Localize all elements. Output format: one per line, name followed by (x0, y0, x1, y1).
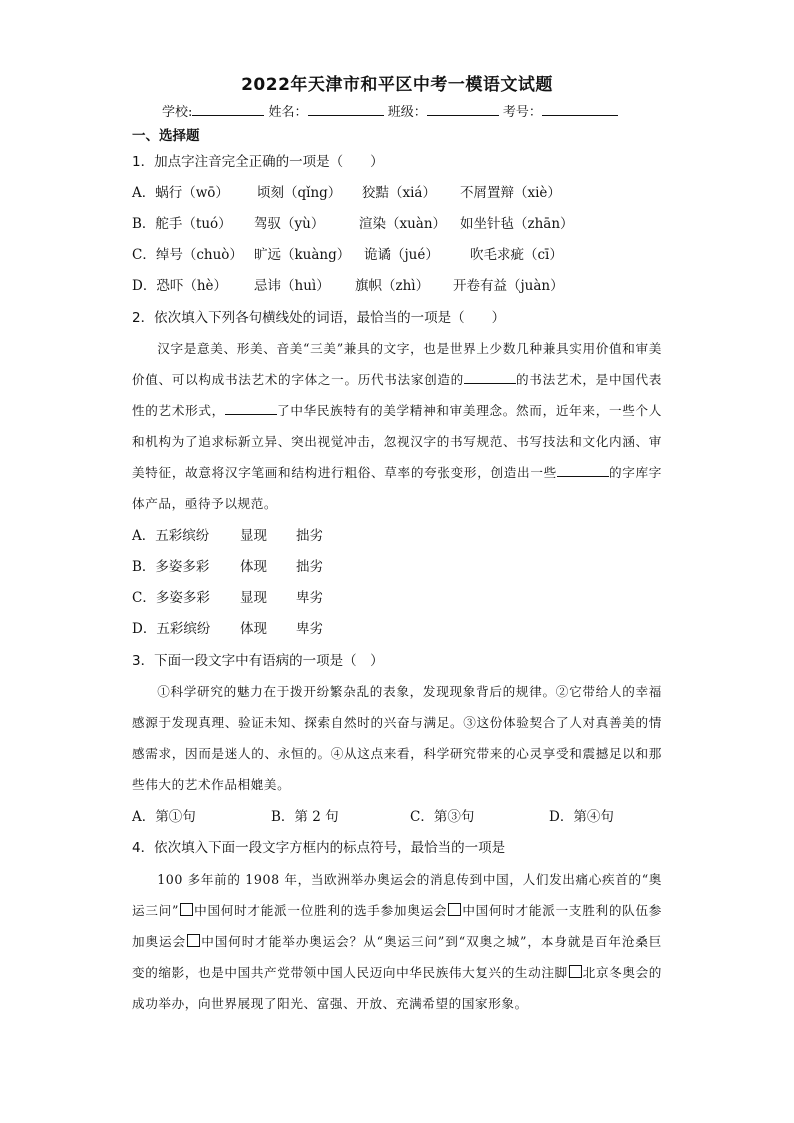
question-3-stem: 3．下面一段文字中有语病的一项是（ ） (132, 653, 384, 669)
q2-option-a: A．五彩缤纷 显现 拙劣 (132, 528, 323, 544)
school-blank[interactable] (192, 103, 264, 116)
punctuation-box-2 (448, 903, 461, 916)
q2-option-b: B．多姿多彩 体现 拙劣 (132, 559, 323, 575)
name-blank[interactable] (308, 103, 384, 116)
q3-options: A．第①句 B．第 2 句 C．第③句 D．第④句 (132, 809, 614, 825)
q2-option-c: C．多姿多彩 显现 卑劣 (132, 590, 323, 606)
q1-option-c: C．绰号（chuò） 旷远（kuàng） 诡谲（jué） 吹毛求疵（cī） (132, 247, 563, 263)
punctuation-box-4 (569, 965, 582, 978)
number-blank[interactable] (542, 103, 618, 116)
q1-option-b: B．舵手（tuó） 驾驭（yù） 渲染（xuàn） 如坐针毡（zhān） (132, 216, 574, 232)
page-title: 2022年天津市和平区中考一模语文试题 (241, 75, 553, 95)
number-label: 考号： (502, 105, 542, 120)
class-label: 班级： (387, 105, 427, 120)
q4-passage: 100 多年前的 1908 年，当欧洲举办奥运会的消息传到中国，人们发出痛心疾首的“奥运三问” 中国何时才能派一位胜利的选手参加奥运会 中国何时才能派一支胜利的队伍参加奥运会 中国何时才能举办奥运会？从“奥运三问”到“双奥之城”，本身就是百年沧桑巨变的缩影，也是中国共产党带领中国人民迈向中华民族伟大复兴的生动注脚 北京冬奥会的成功举办，向世界展现了阳光、富强、开放、充满希望的国家形象。 (132, 872, 662, 1011)
q2-option-d: D．五彩缤纷 体现 卑劣 (132, 621, 323, 637)
question-1-stem: 1．加点字注音完全正确的一项是（ ） (132, 154, 384, 170)
q2-passage: 汉字是意美、形美、音美“三美”兼具的文字，也是世界上少数几种兼具实用价值和审美价值、可以构成书法艺术的字体之一。历代书法家创造的 的书法艺术，是中国代表性的艺术形式， 了中华民族特有的美学精神和审美理念。然而，近年来，一些个人和机构为了追求标新立异、突出视觉冲击，忽视汉字的书写规范、书写技法和文化内涵、审美特征，故意将汉字笔画和结构进行粗俗、草率的夸张变形，创造出一些 的字库字体产品，亟待予以规范。 (132, 341, 663, 511)
school-label: 学校: (162, 105, 193, 120)
punctuation-box-3 (187, 934, 200, 947)
q1-option-d: D．恐吓（hè） 忌讳（huì） 旗帜（zhì） 开卷有益（juàn） (132, 278, 564, 294)
punctuation-box-1 (180, 903, 193, 916)
q3-passage: ①科学研究的魅力在于拨开纷繁杂乱的表象，发现现象背后的规律。②它带给人的幸福感源于发现真理、验证未知、探索自然时的兴奋与满足。③这份体验契合了人对真善美的情感需求，因而是迷人的、永恒的。④从这点来看，科学研究带来的心灵享受和震撼足以和那些伟大的艺术作品相媲美。 (132, 684, 662, 792)
q2-blank-2 (225, 400, 277, 415)
question-2-stem: 2．依次填入下列各句横线处的词语，最恰当的一项是（ ） (132, 310, 506, 326)
q2-blank-3 (557, 462, 609, 477)
question-4-stem: 4．依次填入下面一段文字方框内的标点符号，最恰当的一项是 (132, 840, 506, 856)
q1-option-a: A．蜗行（wō） 顷刻（qǐng） 狡黠（xiá） 不屑置辩（xiè） (132, 185, 561, 201)
section-heading: 一、选择题 (132, 128, 200, 144)
name-label: 姓名： (268, 105, 308, 120)
q2-blank-1 (464, 369, 516, 384)
class-blank[interactable] (427, 103, 499, 116)
student-info-line (162, 101, 618, 120)
